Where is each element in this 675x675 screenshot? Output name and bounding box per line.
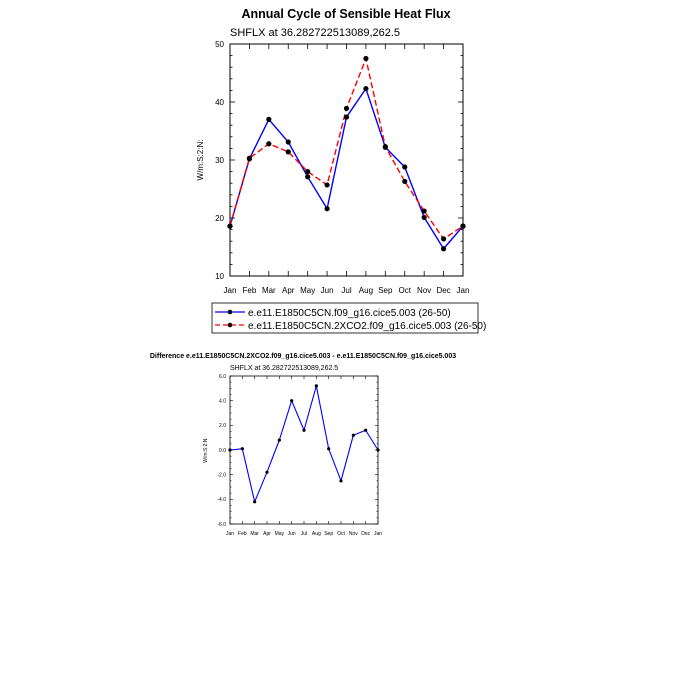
chart-2-x-tick-label: Dec bbox=[361, 531, 371, 537]
chart-2-subtitle: SHFLX at 36.282722513089,262.5 bbox=[230, 365, 339, 372]
chart-1-series-1-line bbox=[230, 89, 463, 249]
chart-2-x-tick-label: Jan bbox=[373, 531, 383, 537]
legend-2-marker bbox=[228, 323, 233, 328]
chart-2-x-tick-label: Jul bbox=[300, 531, 308, 537]
chart-2-x-tick-label: Apr bbox=[263, 531, 271, 537]
legend-entry-2 bbox=[215, 321, 486, 332]
chart-1-series-2-point bbox=[422, 208, 427, 213]
chart-2-plot-frame bbox=[230, 376, 378, 524]
chart-1-series-2-point bbox=[305, 169, 310, 174]
chart-1-x-tick-label: Apr bbox=[282, 286, 295, 295]
chart-2-series-1-point bbox=[376, 448, 379, 451]
chart-1-series-1-point bbox=[344, 114, 349, 119]
chart-2-series-1-point bbox=[327, 447, 330, 450]
chart-1-x-tick-label: Jul bbox=[341, 286, 352, 295]
chart-1-series-2-point bbox=[286, 149, 291, 154]
chart-2-x-tick-label: Mar bbox=[250, 531, 259, 537]
chart-2-series-1-point bbox=[339, 479, 342, 482]
chart-2-series-1-point bbox=[278, 439, 281, 442]
chart-1-x-tick-label: Oct bbox=[398, 286, 411, 295]
chart-2-x-tick-label: Jun bbox=[287, 531, 296, 537]
chart-2-x-tick-label: May bbox=[274, 531, 285, 537]
chart-1-x-tick-label: Jan bbox=[223, 286, 237, 295]
chart-1-series-2-point bbox=[344, 106, 349, 111]
chart-2-y-tick-label: -4.0 bbox=[217, 497, 226, 504]
chart-1-y-tick-label: 40 bbox=[215, 97, 224, 107]
chart-1-x-tick-label: Jan bbox=[456, 286, 470, 295]
chart-1-series-1-point bbox=[402, 164, 407, 169]
chart-1-annual-cycle bbox=[196, 7, 486, 333]
chart-1-series-2-point bbox=[460, 224, 465, 229]
legend-1-label: e.e11.E1850C5CN.f09_g16.cice5.003 (26-50) bbox=[248, 308, 451, 319]
chart-1-x-tick-label: Mar bbox=[261, 286, 276, 295]
chart-2-series-1-point bbox=[364, 429, 367, 432]
chart-2-y-tick-label: 0.0 bbox=[219, 447, 226, 454]
chart-1-series-2-point bbox=[441, 236, 446, 241]
chart-1-series-1-point bbox=[286, 139, 291, 144]
chart-1-x-tick-label: May bbox=[300, 286, 316, 295]
chart-1-series-2-point bbox=[324, 182, 329, 187]
chart-2-series-1-point bbox=[290, 399, 293, 402]
legend-1-marker bbox=[228, 310, 233, 315]
chart-2-y-axis-label: W/m:S:2:N: bbox=[203, 437, 209, 463]
chart-2-y-tick-label: 4.0 bbox=[219, 398, 226, 405]
chart-1-series-2-point bbox=[402, 179, 407, 184]
chart-2-y-tick-label: 2.0 bbox=[219, 423, 226, 430]
chart-2-series-1-point bbox=[315, 384, 318, 387]
chart-1-series-2-point bbox=[383, 144, 388, 149]
chart-2-series-1-point bbox=[265, 471, 268, 474]
chart-2-x-tick-label: Jan bbox=[225, 531, 235, 537]
chart-2-x-tick-label: Nov bbox=[348, 531, 358, 537]
chart-1-y-tick-label: 10 bbox=[215, 271, 224, 281]
chart-1-title: Annual Cycle of Sensible Heat Flux bbox=[241, 7, 451, 21]
chart-1-subtitle: SHFLX at 36.282722513089,262.5 bbox=[230, 27, 401, 39]
chart-2-series-1-point bbox=[241, 447, 244, 450]
chart-1-y-tick-label: 50 bbox=[215, 39, 224, 49]
chart-1-x-tick-label: Jun bbox=[320, 286, 334, 295]
chart-2-y-tick-label: -6.0 bbox=[217, 521, 226, 528]
chart-1-series-2-point bbox=[363, 56, 368, 61]
chart-2-difference bbox=[150, 353, 456, 537]
chart-1-plot-frame bbox=[230, 44, 463, 276]
chart-2-title: Difference e.e11.E1850C5CN.2XCO2.f09_g16.cice5.003 - e.e11.E1850C5CN.f09_g16.cice5.003 bbox=[149, 353, 457, 360]
chart-1-series-1-point bbox=[363, 86, 368, 91]
chart-2-series-1-line bbox=[230, 386, 378, 502]
chart-1-x-tick-label: Sep bbox=[378, 286, 393, 295]
chart-2-x-tick-label: Sep bbox=[324, 531, 334, 537]
chart-1-x-tick-label: Aug bbox=[358, 286, 374, 295]
chart-1-series-1-point bbox=[422, 215, 427, 220]
chart-2-series-1-point bbox=[352, 434, 355, 437]
chart-1-x-tick-label: Dec bbox=[436, 286, 451, 295]
chart-1-x-tick-label: Nov bbox=[417, 286, 432, 295]
chart-1-y-axis-label: W/m:S:2:N: bbox=[196, 139, 205, 181]
chart-2-series-1-point bbox=[253, 500, 256, 503]
chart-1-y-tick-label: 30 bbox=[215, 155, 224, 165]
chart-1-x-tick-label: Feb bbox=[242, 286, 257, 295]
chart-2-x-tick-label: Oct bbox=[337, 531, 345, 537]
chart-1-y-tick-label: 20 bbox=[215, 213, 224, 223]
chart-1-series-2-point bbox=[247, 156, 252, 161]
chart-1-series-1-point bbox=[305, 174, 310, 179]
chart-2-y-tick-label: 6.0 bbox=[219, 373, 226, 380]
chart-2-x-tick-label: Feb bbox=[238, 531, 247, 537]
chart-1-series-1-point bbox=[266, 117, 271, 122]
legend-entry-1 bbox=[215, 308, 451, 319]
chart-1-series-2-point bbox=[266, 141, 271, 146]
legend-2-label: e.e11.E1850C5CN.2XCO2.f09_g16.cice5.003 (26-50) bbox=[248, 321, 487, 332]
chart-2-series-1-point bbox=[228, 448, 231, 451]
chart-2-series-1-point bbox=[302, 429, 305, 432]
chart-1-series-1-point bbox=[324, 206, 329, 211]
chart-1-series-1-point bbox=[441, 246, 446, 251]
chart-2-y-tick-label: -2.0 bbox=[217, 472, 226, 479]
chart-2-x-tick-label: Aug bbox=[311, 531, 321, 537]
chart-1-series-2-line bbox=[230, 59, 463, 239]
chart-1-series-2-point bbox=[227, 224, 232, 229]
